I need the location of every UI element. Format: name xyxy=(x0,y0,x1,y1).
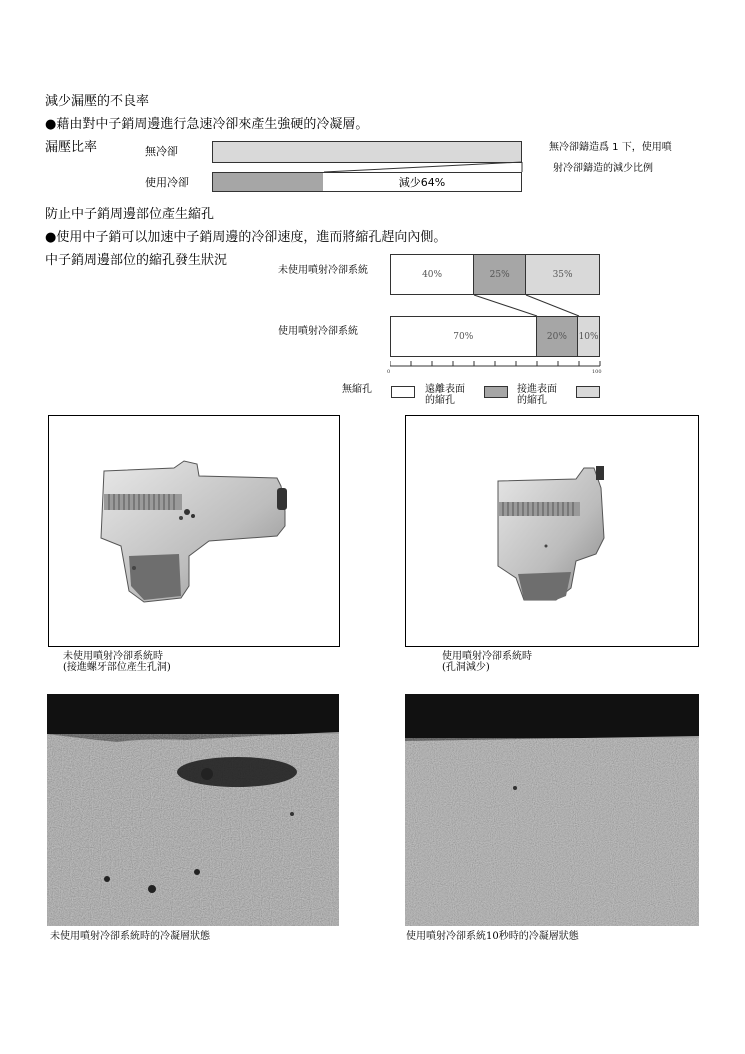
photo-left-caption-2: (接進螺牙部位產生孔洞) xyxy=(63,662,171,673)
legend-far-line-2: 的縮孔 xyxy=(425,395,455,406)
casting-part-image xyxy=(406,416,698,646)
stacked-segment-1-1: 20% xyxy=(537,317,579,356)
micrograph-image xyxy=(405,694,699,926)
stacked-segment-0-0: 40% xyxy=(391,255,474,294)
micrograph-without-spray xyxy=(47,694,339,926)
photo-right-caption-2: (孔洞減少) xyxy=(442,662,490,673)
chart1-category-1: 使用冷卻 xyxy=(145,176,189,189)
chart2-category-0: 未使用噴射冷卻系統 xyxy=(278,265,368,276)
shrinkage-chart-label: 中子銷周邊部位的縮孔發生狀況 xyxy=(45,253,228,268)
reduction-label: 減少64% xyxy=(323,173,521,191)
casting-photo-without-spray xyxy=(48,415,340,647)
legend-swatch-far xyxy=(484,386,508,398)
chart2-category-1: 使用噴射冷卻系統 xyxy=(278,326,358,337)
section2-bullet: ●使用中子銷可以加速中子銷周邊的冷卻速度，進而將縮孔趕向內側。 xyxy=(45,230,447,245)
note-line-2: 射冷卻鑄造的減少比例 xyxy=(553,163,653,174)
axis-min-label: 0 xyxy=(387,369,391,375)
casting-part-image xyxy=(49,416,339,646)
photo-right-caption-1: 使用噴射冷卻系統時 xyxy=(442,651,532,662)
section1-bullet: ●藉由對中子銷周邊進行急速冷卻來產生強硬的冷凝層。 xyxy=(45,117,369,132)
legend-no-shrinkage: 無縮孔 xyxy=(342,384,372,395)
legend-swatch-near xyxy=(576,386,600,398)
photo-left-caption-1: 未使用噴射冷卻系統時 xyxy=(63,651,163,662)
section1-heading: 減少漏壓的不良率 xyxy=(45,94,150,109)
stacked-segment-0-1: 25% xyxy=(474,255,526,294)
micrograph-with-spray xyxy=(405,694,699,926)
stacked-segment-1-2: 10% xyxy=(578,317,599,356)
legend-near-line-1: 接進表面 xyxy=(517,384,557,395)
note-line-1: 無冷卻鑄造爲 1 下，使用噴 xyxy=(549,142,672,153)
axis-max-label: 100 xyxy=(592,369,602,375)
micrograph-right-caption: 使用噴射冷卻系統10秒時的冷凝層狀態 xyxy=(406,931,579,942)
legend-swatch-none xyxy=(391,386,415,398)
casting-photo-with-spray xyxy=(405,415,699,647)
micrograph-left-caption: 未使用噴射冷卻系統時的冷凝層狀態 xyxy=(50,931,210,942)
leak-ratio-label: 漏壓比率 xyxy=(45,140,98,155)
legend-near-line-2: 的縮孔 xyxy=(517,395,547,406)
section2-heading: 防止中子銷周邊部位產生縮孔 xyxy=(45,207,215,222)
micrograph-image xyxy=(47,694,339,926)
stacked-segment-0-2: 35% xyxy=(526,255,599,294)
legend-far-line-1: 遠離表面 xyxy=(425,384,465,395)
chart2-connectors-and-axis xyxy=(390,254,602,379)
reduction-wedge xyxy=(212,141,524,193)
stacked-segment-1-0: 70% xyxy=(391,317,537,356)
chart1-category-0: 無冷卻 xyxy=(145,145,178,158)
